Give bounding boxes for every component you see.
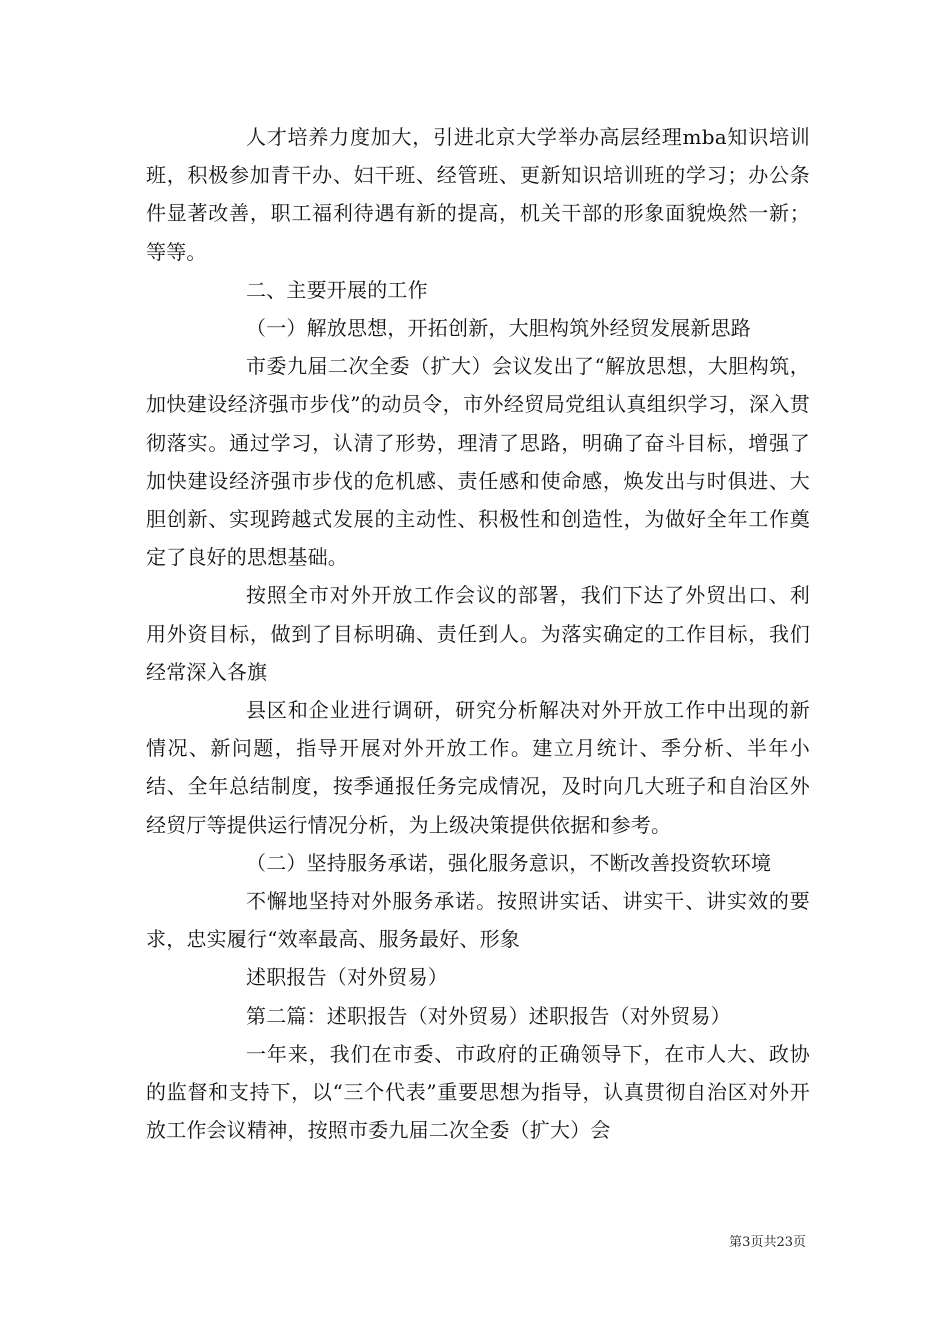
document-body	[146, 118, 810, 1149]
paragraph-service-promise: 不懈地坚持对外服务承诺。按照讲实话、讲实干、讲实效的要求，忠实履行“效率最高、服务最好、形象	[146, 889, 810, 952]
report-title-foreign-trade: 述职报告（对外贸易）	[246, 965, 448, 990]
subheading-service-commitment: （二）坚持服务承诺，强化服务意识，不断改善投资软环境	[246, 850, 772, 875]
subheading-emancipate-mind: （一）解放思想，开拓创新，大胆构筑外经贸发展新思路	[246, 316, 751, 341]
paragraph-year-review: 一年来，我们在市委、市政府的正确领导下，在市人大、政协的监督和支持下，以“三个代表”重要思想为指导，认真贯彻自治区对外开放工作会议精神，按照市委九届二次全委（扩大）会	[146, 1041, 810, 1143]
paragraph-opening-targets: 按照全市对外开放工作会议的部署，我们下达了外贸出口、利用外资目标，做到了目标明确、责任到人。为落实确定的工作目标，我们经常深入各旗	[146, 583, 810, 684]
chapter-heading-part-two: 第二篇：述职报告（对外贸易）述职报告（对外贸易）	[246, 1003, 731, 1028]
page-number-footer: 第3页共23页	[729, 1235, 806, 1250]
paragraph-talent-training: 人才培养力度加大，引进北京大学举办高层经理mba知识培训班，积极参加青干办、妇干班、经管班、更新知识培训班的学习；办公条件显著改善，职工福利待遇有新的提高，机关干部的形象面貌焕然一新；等等。	[146, 125, 810, 264]
paragraph-research-guidance: 县区和企业进行调研，研究分析解决对外开放工作中出现的新情况、新问题，指导开展对外开放工作。建立月统计、季分析、半年小结、全年总结制度，按季通报任务完成情况，及时向几大班子和自治区外经贸厅等提供运行情况分析，为上级决策提供依据和参考。	[146, 698, 810, 837]
section-heading-main-work: 二、主要开展的工作	[246, 277, 428, 302]
paragraph-party-committee-meeting: 市委九届二次全委（扩大）会议发出了“解放思想，大胆构筑，加快建设经济强市步伐”的动员令，市外经贸局党组认真组织学习，深入贯彻落实。通过学习，认清了形势，理清了思路，明确了奋斗目标，增强了加快建设经济强市步伐的危机感、责任感和使命感，焕发出与时俱进、大胆创新、实现跨越式发展的主动性、积极性和创造性，为做好全年工作奠定了良好的思想基础。	[146, 354, 810, 570]
